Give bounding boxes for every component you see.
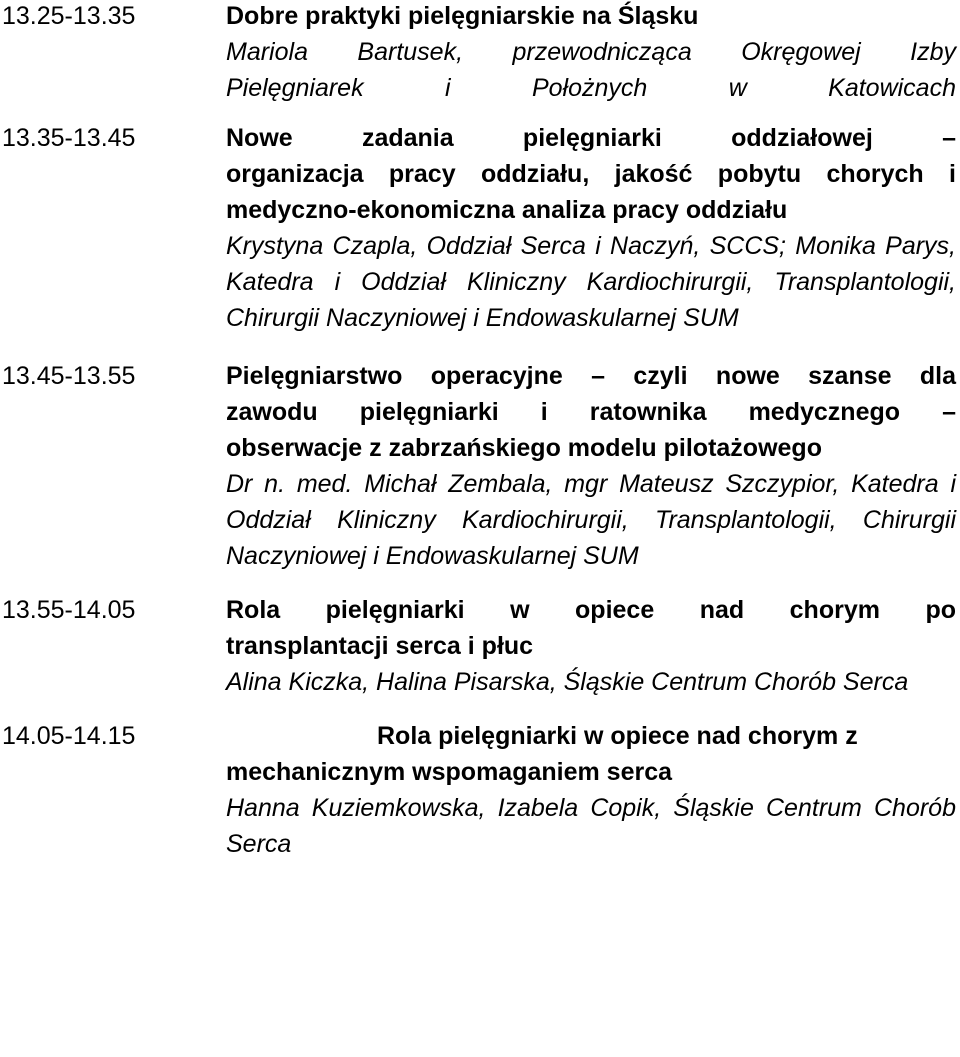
session-speakers: Dr n. med. Michał Zembala, mgr Mateusz Szczypior, Katedra i Oddział Kliniczny Kardiochirurgii, Transplantologii, Chirurgii Naczyniowej i Endowaskularnej SUM	[226, 470, 956, 570]
session-speakers: Alina Kiczka, Halina Pisarska, Śląskie Centrum Chorób Serca	[226, 668, 909, 696]
spacer	[2, 336, 956, 358]
session-time: 13.25-13.35	[2, 2, 136, 30]
spacer	[2, 700, 956, 718]
session-speakers-line: Mariola Bartusek, przewodnicząca Okręgowej Izby	[226, 38, 956, 66]
session-1	[2, 0, 956, 106]
session-content	[226, 0, 956, 106]
session-content	[226, 358, 956, 574]
session-speakers: Hanna Kuziemkowska, Izabela Copik, Śląskie Centrum Chorób Serca	[226, 794, 956, 858]
session-speakers-line: Pielęgniarek i Położnych w Katowicach	[226, 74, 956, 102]
session-2	[2, 120, 956, 336]
session-title-line: obserwacje z zabrzańskiego modelu pilotażowego	[226, 434, 822, 462]
session-content	[226, 754, 956, 862]
session-time: 13.45-13.55	[2, 362, 136, 390]
session-content	[226, 120, 956, 336]
session-content	[226, 718, 956, 754]
session-title-line: Nowe zadania pielęgniarki oddziałowej –	[226, 124, 956, 152]
session-5	[2, 718, 956, 754]
session-4	[2, 592, 956, 700]
session-time: 13.35-13.45	[2, 124, 136, 152]
session-title-line: Rola pielęgniarki w opiece nad chorym po	[226, 596, 956, 624]
session-title-line: transplantacji serca i płuc	[226, 632, 534, 660]
session-title-line: Rola pielęgniarki w opiece nad chorym z	[377, 722, 858, 750]
session-time: 14.05-14.15	[2, 722, 136, 750]
spacer	[2, 574, 956, 592]
session-speakers: Krystyna Czapla, Oddział Serca i Naczyń, SCCS; Monika Parys, Katedra i Oddział Kliniczny Kardiochirurgii, Transplantologii, Chirurgii Naczyniowej i Endowaskularnej SUM	[226, 232, 956, 332]
session-title-text: Dobre praktyki pielęgniarskie na Śląsku	[226, 2, 699, 30]
spacer	[2, 106, 956, 120]
session-3	[2, 358, 956, 574]
session-5-continued	[2, 754, 956, 862]
session-title	[226, 0, 956, 34]
session-title-line: zawodu pielęgniarki i ratownika medycznego –	[226, 398, 956, 426]
session-title-line: mechanicznym wspomaganiem serca	[226, 758, 673, 786]
session-title-line: Pielęgniarstwo operacyjne – czyli nowe szanse dla	[226, 362, 956, 390]
session-content	[226, 592, 956, 700]
session-title-rest: organizacja pracy oddziału, jakość pobytu chorych i medyczno-ekonomiczna analiza pracy oddziału	[226, 160, 956, 224]
conference-program	[2, 0, 956, 862]
session-time: 13.55-14.05	[2, 596, 136, 624]
